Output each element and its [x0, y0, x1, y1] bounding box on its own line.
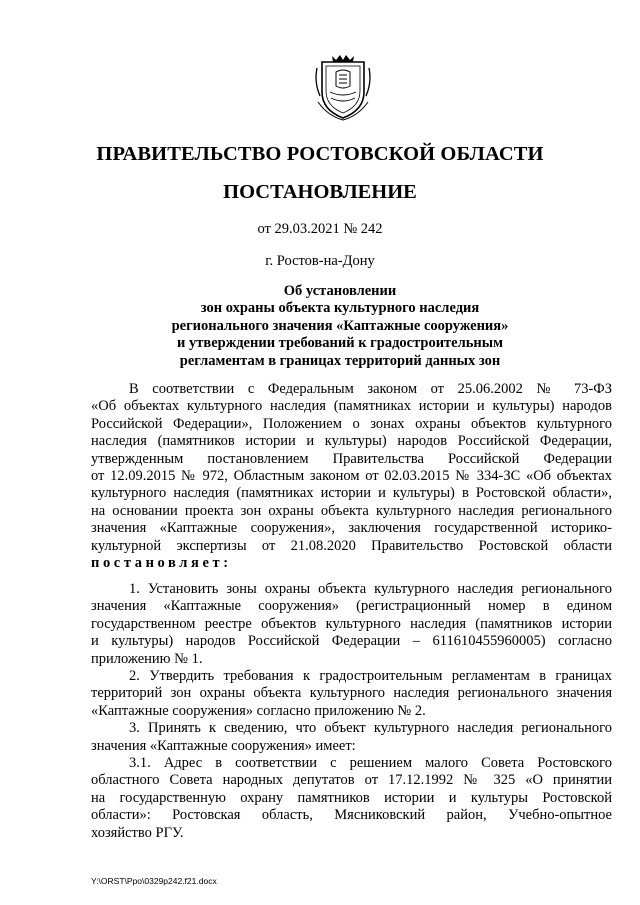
item-line: приложению № 1.	[91, 650, 203, 667]
preamble-line: культурного наследия (памятниках истории и культуры) в Ростовской области»,	[91, 485, 612, 502]
title-line: зон охраны объекта культурного наследия	[200, 300, 480, 317]
city: г. Ростов-на-Дону	[265, 253, 375, 269]
item-line: значения «Каптажные сооружения» имеет:	[91, 737, 356, 754]
item-line: на государственную охрану памятников истории и культуры Ростовской	[91, 789, 612, 806]
item-line: хозяйство РГУ.	[91, 824, 184, 841]
preamble-line: наследия (памятников истории и культуры) народов Российской Федерации,	[91, 433, 612, 450]
preamble-line: на основании проекта зон охраны объекта культурного наследия регионального	[91, 502, 612, 519]
preamble-line: значения «Каптажные сооружения», заключения государственной историко-	[91, 520, 612, 537]
item-line: области»: Ростовская область, Мясниковский район, Учебно-опытное	[91, 807, 612, 824]
document-type: ПОСТАНОВЛЕНИЕ	[223, 181, 417, 203]
preamble-line: Российской Федерации», Положением о зонах охраны объектов культурного	[91, 415, 612, 432]
item-line: 2. Утвердить требования к градостроительным регламентам в границах	[129, 668, 612, 685]
document-title	[90, 283, 590, 370]
resolution-items	[91, 581, 612, 842]
title-line: регламентам в границах территорий данных зон	[179, 352, 501, 369]
resolve-word: постановляет:	[91, 555, 232, 572]
item-line: 3.1. Адрес в соответствии с решением малого Совета Ростовского	[129, 755, 612, 772]
item-line: значения «Каптажные сооружения» (регистрационный номер в едином	[91, 598, 612, 615]
preamble-line: культурной экспертизы от 21.08.2020 Правительство Ростовской области	[91, 537, 612, 554]
date-and-number: от 29.03.2021 № 242	[257, 221, 383, 237]
title-line: Об установлении	[283, 283, 397, 299]
item-line: областного Совета народных депутатов от 17.12.1992 № 325 «О принятии	[91, 772, 612, 789]
item-line: 3. Принять к сведению, что объект культурного наследия регионального	[129, 720, 612, 737]
organization-name: ПРАВИТЕЛЬСТВО РОСТОВСКОЙ ОБЛАСТИ	[96, 143, 544, 165]
item-line: и культуры) народов Российской Федерации – 611610455960005) согласно	[91, 633, 612, 650]
item-line: 1. Установить зоны охраны объекта культурного наследия регионального	[129, 581, 612, 597]
item-line: государственном реестре объектов культурного наследия (памятников истории	[91, 615, 612, 632]
item-line: территорий зон охраны объекта культурного наследия регионального значения	[91, 685, 612, 702]
preamble-paragraph	[91, 381, 612, 572]
item-line: «Каптажные сооружения» согласно приложению № 2.	[91, 702, 426, 719]
preamble-line: В соответствии с Федеральным законом от 25.06.2002 № 73-ФЗ	[129, 381, 612, 397]
coat-of-arms-emblem	[314, 52, 372, 122]
title-line: регионального значения «Каптажные сооружения»	[171, 317, 509, 334]
preamble-line: утвержденным постановлением Правительства Российской Федерации	[91, 450, 612, 467]
footer-file-path: Y:\ORST\Ppo\0329p242.f21.docx	[91, 876, 217, 886]
title-line: и утверждении требований к градостроительным	[177, 335, 503, 352]
preamble-line: «Об объектах культурного наследия (памятниках истории и культуры) народов	[91, 398, 612, 415]
preamble-line: от 12.09.2015 № 972, Областным законом от 02.03.2015 № 334-ЗС «Об объектах	[91, 468, 612, 485]
